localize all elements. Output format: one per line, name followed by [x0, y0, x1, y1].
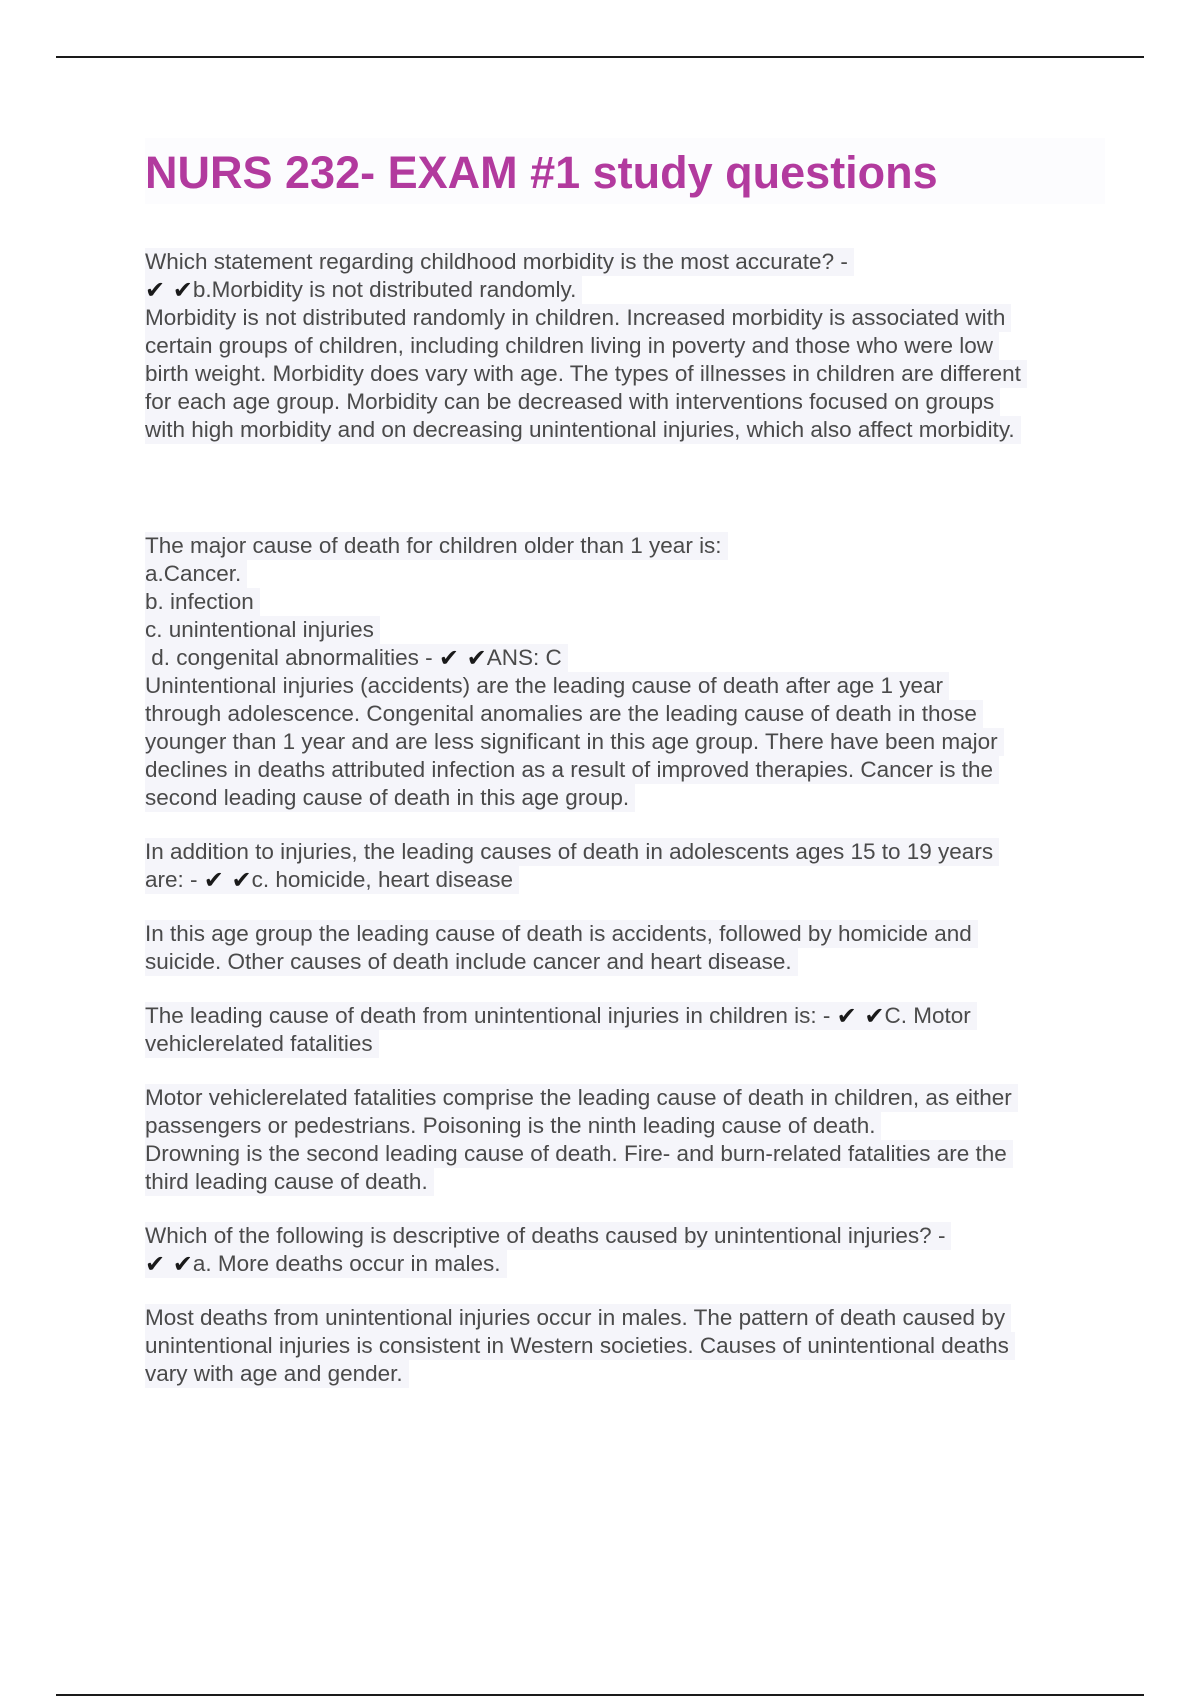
explanation-line: Drowning is the second leading cause of death. Fire- and burn-related fatalities are the — [145, 1140, 1013, 1168]
answer-line — [145, 1250, 507, 1278]
explanation-line: through adolescence. Congenital anomalies are the leading cause of death in those — [145, 700, 983, 728]
question-block-5 — [145, 1222, 1105, 1388]
explanation-line: suicide. Other causes of death include cancer and heart disease. — [145, 948, 798, 976]
double-check-icon: ✔ ✔ — [438, 643, 487, 672]
bottom-rule — [56, 1694, 1144, 1696]
double-check-icon: ✔ ✔ — [203, 865, 252, 894]
question-text: The major cause of death for children older than 1 year is: — [145, 532, 728, 560]
double-check-icon: ✔ ✔ — [836, 1001, 885, 1030]
question-block-3 — [145, 838, 1105, 976]
answer-text: c. homicide, heart disease — [251, 866, 514, 892]
explanation-line: In this age group the leading cause of death is accidents, followed by homicide and — [145, 920, 978, 948]
document-title: NURS 232- EXAM #1 study questions — [145, 138, 1105, 204]
question-text: are: - — [145, 866, 198, 892]
document-body — [145, 138, 1105, 1388]
answer-line — [145, 644, 568, 672]
explanation-line: younger than 1 year and are less significant in this age group. There have been major — [145, 728, 1004, 756]
explanation-line: Most deaths from unintentional injuries occur in males. The pattern of death caused by — [145, 1304, 1011, 1332]
explanation-line: Motor vehiclerelated fatalities comprise the leading cause of death in children, as either — [145, 1084, 1018, 1112]
question-block-4 — [145, 1002, 1105, 1196]
answer-line — [145, 276, 582, 304]
answer-text: C. Motor — [884, 1002, 971, 1028]
question-block-2 — [145, 532, 1105, 812]
answer-line — [145, 1002, 977, 1030]
question-text: In addition to injuries, the leading causes of death in adolescents ages 15 to 19 years — [145, 838, 999, 866]
explanation-line: second leading cause of death in this age group. — [145, 784, 635, 812]
explanation-line: Unintentional injuries (accidents) are the leading cause of death after age 1 year — [145, 672, 949, 700]
double-check-icon: ✔ ✔ — [145, 1249, 193, 1278]
answer-text: ANS: C — [486, 644, 562, 670]
explanation-line: birth weight. Morbidity does vary with age. The types of illnesses in children are different — [145, 360, 1027, 388]
explanation-line: Morbidity is not distributed randomly in children. Increased morbidity is associated with — [145, 304, 1011, 332]
answer-text: b.Morbidity is not distributed randomly. — [192, 276, 577, 302]
explanation-line: with high morbidity and on decreasing unintentional injuries, which also affect morbidity. — [145, 416, 1021, 444]
explanation-line: certain groups of children, including children living in poverty and those who were low — [145, 332, 999, 360]
explanation-line: unintentional injuries is consistent in Western societies. Causes of unintentional deaths — [145, 1332, 1015, 1360]
option-line: b. infection — [145, 588, 260, 616]
answer-continuation: vehiclerelated fatalities — [145, 1030, 379, 1058]
explanation-line: passengers or pedestrians. Poisoning is the ninth leading cause of death. — [145, 1112, 881, 1140]
question-text: Which of the following is descriptive of deaths caused by unintentional injuries? - — [145, 1222, 951, 1250]
explanation-line: vary with age and gender. — [145, 1360, 409, 1388]
option-line: a.Cancer. — [145, 560, 247, 588]
explanation-line: for each age group. Morbidity can be decreased with interventions focused on groups — [145, 388, 1000, 416]
explanation-line: declines in deaths attributed infection as a result of improved therapies. Cancer is the — [145, 756, 999, 784]
question-text: Which statement regarding childhood morbidity is the most accurate? - — [145, 248, 854, 276]
question-text: The leading cause of death from unintentional injuries in children is: - — [145, 1002, 831, 1028]
option-line: c. unintentional injuries — [145, 616, 380, 644]
double-check-icon: ✔ ✔ — [145, 275, 193, 304]
question-block-1 — [145, 248, 1105, 444]
answer-line — [145, 866, 519, 894]
explanation-line: third leading cause of death. — [145, 1168, 434, 1196]
top-rule — [56, 56, 1144, 58]
answer-text: a. More deaths occur in males. — [192, 1250, 501, 1276]
option-text: d. congenital abnormalities - — [145, 644, 433, 670]
